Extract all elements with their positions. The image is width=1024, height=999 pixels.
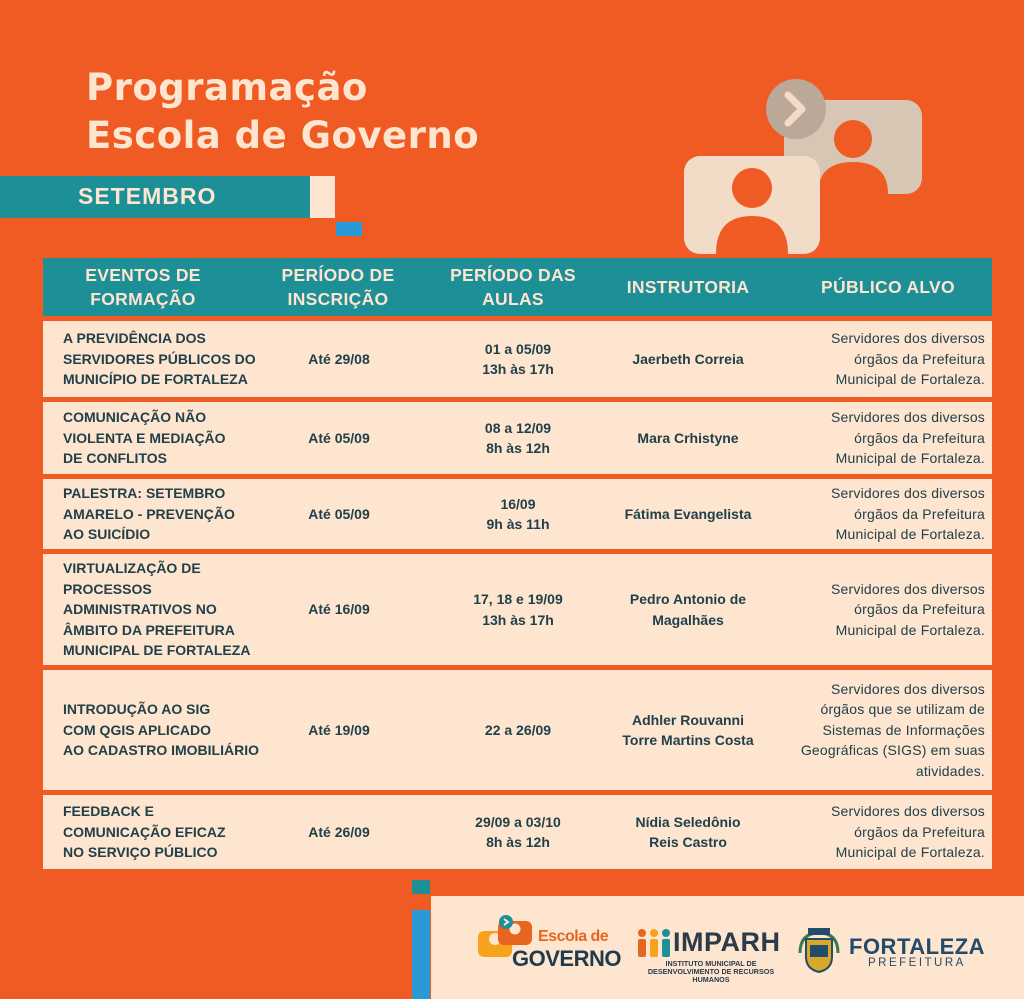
title-line-2: Escola de Governo	[86, 114, 480, 157]
month-bar-square	[336, 222, 362, 236]
fortaleza-logo-text: FORTALEZA	[849, 934, 986, 959]
column-header-publico: PÚBLICO ALVO	[821, 277, 955, 297]
footer-accent-teal	[412, 880, 430, 894]
cell-aulas: 29/09 a 03/10 8h às 12h	[475, 813, 561, 850]
cell-instrutoria: Adhler Rouvanni Torre Martins Costa	[622, 711, 754, 748]
cell-evento: VIRTUALIZAÇÃO DE PROCESSOS ADMINISTRATIVOS NO ÂMBITO DA PREFEITURA MUNICIPAL DE FORTALEZA	[63, 560, 251, 659]
column-header-inscricao: PERÍODO DE INSCRIÇÃO	[281, 265, 395, 309]
cell-publico: Servidores dos diversos órgãos da Prefeitura Municipal de Fortaleza.	[831, 803, 985, 861]
table-row	[43, 321, 992, 397]
cell-evento: A PREVIDÊNCIA DOS SERVIDORES PÚBLICOS DO MUNICÍPIO DE FORTALEZA	[63, 330, 256, 388]
table-row	[43, 554, 992, 665]
table-header	[43, 258, 992, 316]
cell-publico: Servidores dos diversos órgãos da Prefeitura Municipal de Fortaleza.	[831, 580, 985, 638]
fortaleza-logo-subtitle: PREFEITURA	[868, 957, 966, 969]
escola-de-governo-logo-text-1: Escola de	[538, 928, 609, 945]
cell-instrutoria: Jaerbeth Correia	[632, 350, 744, 367]
cell-evento: INTRODUÇÃO AO SIG COM QGIS APLICADO AO CADASTRO IMOBILIÁRIO	[63, 701, 259, 759]
imparh-logo-text: IMPARH	[673, 927, 781, 957]
cell-publico: Servidores dos diversos órgãos da Prefeitura Municipal de Fortaleza.	[831, 330, 985, 388]
cell-instrutoria: Pedro Antonio de Magalhães	[629, 591, 747, 628]
cell-evento: PALESTRA: SETEMBRO AMARELO - PREVENÇÃO AO SUICÍDIO	[63, 485, 235, 543]
cell-inscricao: Até 16/09	[308, 601, 370, 618]
cell-inscricao: Até 19/09	[308, 721, 370, 738]
column-header-eventos: EVENTOS DE FORMAÇÃO	[85, 265, 201, 309]
cell-instrutoria: Fátima Evangelista	[624, 505, 752, 522]
table-row	[43, 670, 992, 790]
month-bar-accent	[310, 176, 335, 218]
cell-aulas: 01 a 05/09 13h às 17h	[482, 340, 554, 377]
imparh-logo-subtitle: INSTITUTO MUNICIPAL DE DESENVOLVIMENTO DE RECURSOS HUMANOS	[647, 959, 775, 984]
month-label: SETEMBRO	[78, 183, 217, 209]
cell-inscricao: Até 29/08	[308, 350, 370, 367]
cell-publico: Servidores dos diversos órgãos da Prefeitura Municipal de Fortaleza.	[831, 485, 985, 543]
schedule-table	[43, 258, 992, 861]
cell-instrutoria: Nídia Seledônio Reis Castro	[635, 813, 741, 850]
people-illustration-icon	[680, 76, 922, 254]
column-header-aulas: PERÍODO DAS AULAS	[450, 265, 576, 309]
cell-inscricao: Até 05/09	[308, 505, 370, 522]
cell-aulas: 17, 18 e 19/09 13h às 17h	[473, 591, 563, 628]
escola-de-governo-logo-text-2: GOVERNO	[512, 946, 621, 971]
imparh-logo-icon	[636, 927, 676, 959]
title-line-1: Programação	[86, 66, 368, 109]
cell-publico: Servidores dos diversos órgãos que se utilizam de Sistemas de Informações Geográficas (SIGS) em suas atividades.	[800, 680, 985, 779]
cell-inscricao: Até 05/09	[308, 429, 370, 446]
footer-accent-blue	[412, 910, 430, 999]
page-title	[86, 64, 479, 160]
fortaleza-crest-icon	[794, 925, 844, 975]
cell-inscricao: Até 26/09	[308, 823, 370, 840]
column-header-instrutoria: INSTRUTORIA	[626, 277, 750, 297]
cell-instrutoria: Mara Crhistyne	[637, 429, 739, 446]
cell-evento: FEEDBACK E COMUNICAÇÃO EFICAZ NO SERVIÇO PÚBLICO	[63, 803, 226, 861]
table-row	[43, 402, 992, 474]
table-row	[43, 479, 992, 549]
cell-evento: COMUNICAÇÃO NÃO VIOLENTA E MEDIAÇÃO DE CONFLITOS	[63, 409, 226, 467]
cell-aulas: 08 a 12/09 8h às 12h	[484, 419, 552, 456]
cell-publico: Servidores dos diversos órgãos da Prefeitura Municipal de Fortaleza.	[831, 409, 985, 467]
table-row	[43, 795, 992, 869]
cell-aulas: 22 a 26/09	[484, 721, 552, 738]
cell-aulas: 16/09 9h às 11h	[486, 495, 550, 532]
